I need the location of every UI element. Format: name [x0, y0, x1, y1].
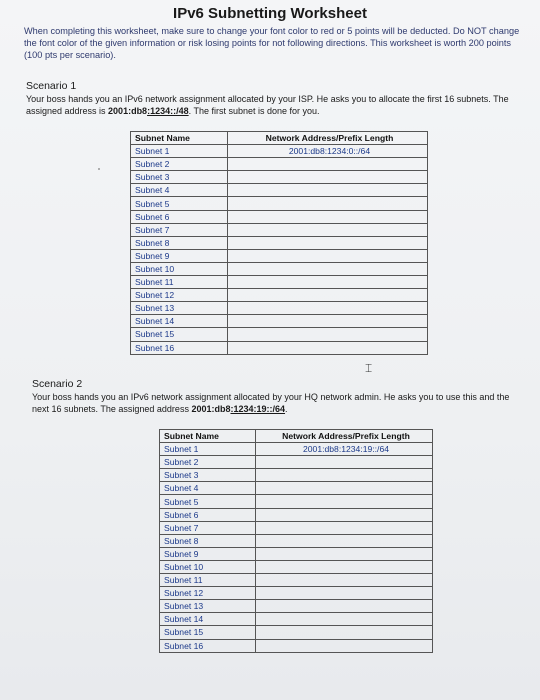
subnet-name-cell: Subnet 14 [131, 315, 228, 328]
network-address-cell[interactable] [256, 574, 433, 587]
table-row [160, 626, 433, 639]
scenario-2-address-prefix: 2001:db8 [191, 404, 231, 414]
network-address-cell[interactable] [256, 560, 433, 573]
subnet-name-cell: Subnet 1 [131, 145, 228, 158]
table-row [131, 145, 428, 158]
network-address-cell[interactable] [228, 249, 428, 262]
table-row [160, 443, 433, 456]
table-row [160, 534, 433, 547]
table-row [131, 341, 428, 354]
subnet-name-cell: Subnet 15 [131, 328, 228, 341]
subnet-name-cell: Subnet 3 [160, 469, 256, 482]
subnet-name-cell: Subnet 5 [131, 197, 228, 210]
subnet-name-cell: Subnet 3 [131, 171, 228, 184]
network-address-cell[interactable]: 2001:db8:1234:19::/64 [256, 443, 433, 456]
table-row [160, 639, 433, 652]
table-row [131, 315, 428, 328]
network-address-cell[interactable] [228, 328, 428, 341]
network-address-cell[interactable] [228, 315, 428, 328]
table-row [160, 600, 433, 613]
table-row [160, 495, 433, 508]
table-row [160, 521, 433, 534]
table-row [160, 508, 433, 521]
subnet-name-cell: Subnet 9 [160, 547, 256, 560]
scenario-2-description [32, 391, 522, 415]
table-row [160, 456, 433, 469]
table-row [131, 328, 428, 341]
network-address-cell[interactable] [228, 223, 428, 236]
subnet-name-cell: Subnet 16 [131, 341, 228, 354]
network-address-cell[interactable] [228, 184, 428, 197]
subnet-name-cell: Subnet 11 [131, 276, 228, 289]
scenario-2-address [191, 404, 285, 414]
network-address-cell[interactable] [256, 639, 433, 652]
subnet-name-cell: Subnet 2 [131, 158, 228, 171]
scenario-1-text-after: . The first subnet is done for you. [188, 106, 320, 116]
subnet-name-cell: Subnet 13 [131, 302, 228, 315]
column-header-network-address: Network Address/Prefix Length [228, 132, 428, 145]
subnet-name-cell: Subnet 4 [131, 184, 228, 197]
table-row [160, 574, 433, 587]
subnet-name-cell: Subnet 9 [131, 249, 228, 262]
scenario-2-address-rest: :1234:19::/64 [230, 404, 286, 414]
page-title: IPv6 Subnetting Worksheet [173, 5, 367, 22]
subnet-name-cell: Subnet 15 [160, 626, 256, 639]
network-address-cell[interactable] [256, 534, 433, 547]
subnet-name-cell: Subnet 7 [131, 223, 228, 236]
scenario-2-subnet-table [159, 429, 433, 653]
subnet-name-cell: Subnet 8 [131, 236, 228, 249]
table-row [160, 560, 433, 573]
subnet-name-cell: Subnet 2 [160, 456, 256, 469]
table-row [131, 158, 428, 171]
subnet-name-cell: Subnet 5 [160, 495, 256, 508]
subnet-name-cell: Subnet 11 [160, 574, 256, 587]
network-address-cell[interactable] [256, 482, 433, 495]
table-row [131, 249, 428, 262]
subnet-name-cell: Subnet 4 [160, 482, 256, 495]
scenario-1-address-prefix: 2001:db8 [108, 106, 148, 116]
scenario-1-text-before: Your boss hands you an IPv6 network assignment allocated by your ISP. He asks you to allocate the first 16 subnets. The assigned address is [26, 94, 509, 116]
network-address-cell[interactable] [228, 171, 428, 184]
table-row [131, 289, 428, 302]
network-address-cell[interactable] [256, 508, 433, 521]
table-row [131, 262, 428, 275]
subnet-name-cell: Subnet 6 [131, 210, 228, 223]
network-address-cell[interactable] [256, 613, 433, 626]
table-header-row [160, 430, 433, 443]
table-row [131, 197, 428, 210]
table-row [131, 223, 428, 236]
scenario-1-subnet-table [130, 131, 428, 355]
subnet-name-cell: Subnet 12 [131, 289, 228, 302]
table-row [160, 587, 433, 600]
subnet-name-cell: Subnet 1 [160, 443, 256, 456]
subnet-name-cell: Subnet 10 [131, 262, 228, 275]
network-address-cell[interactable] [228, 341, 428, 354]
table-row [131, 184, 428, 197]
network-address-cell[interactable] [256, 521, 433, 534]
network-address-cell[interactable]: 2001:db8:1234:0::/64 [228, 145, 428, 158]
network-address-cell[interactable] [256, 495, 433, 508]
subnet-name-cell: Subnet 13 [160, 600, 256, 613]
scenario-1-address [108, 106, 189, 116]
table-row [131, 302, 428, 315]
network-address-cell[interactable] [228, 289, 428, 302]
network-address-cell[interactable] [256, 456, 433, 469]
table-row [131, 276, 428, 289]
network-address-cell[interactable] [256, 547, 433, 560]
table-header-row [131, 132, 428, 145]
network-address-cell[interactable] [256, 600, 433, 613]
subnet-name-cell: Subnet 10 [160, 560, 256, 573]
network-address-cell[interactable] [256, 469, 433, 482]
network-address-cell[interactable] [228, 158, 428, 171]
network-address-cell[interactable] [256, 626, 433, 639]
table-row [160, 613, 433, 626]
table-row [160, 547, 433, 560]
instructions-text: When completing this worksheet, make sure to change your font color to red or 5 points will be deducted. Do NOT change the font color of the given information or risk losing points for not following directions. This worksheet is worth 200 points (100 pts per scenario). [24, 26, 520, 60]
subnet-name-cell: Subnet 14 [160, 613, 256, 626]
network-address-cell[interactable] [256, 587, 433, 600]
table-row [160, 482, 433, 495]
subnet-name-cell: Subnet 6 [160, 508, 256, 521]
table-row [131, 210, 428, 223]
subnet-name-cell: Subnet 8 [160, 534, 256, 547]
network-address-cell[interactable] [228, 302, 428, 315]
column-header-subnet-name: Subnet Name [131, 132, 228, 145]
scenario-2-text-before: Your boss hands you an IPv6 network assignment allocated by your HQ network admin. He asks you to use this and the next 16 subnets. The assigned address [32, 392, 510, 414]
table-row [131, 171, 428, 184]
scenario-1-address-rest: :1234::/48 [147, 106, 189, 116]
column-header-subnet-name: Subnet Name [160, 430, 256, 443]
subnet-name-cell: Subnet 16 [160, 639, 256, 652]
network-address-cell[interactable] [228, 236, 428, 249]
table-row [131, 236, 428, 249]
column-header-network-address: Network Address/Prefix Length [256, 430, 433, 443]
subnet-name-cell: Subnet 7 [160, 521, 256, 534]
scenario-1-heading: Scenario 1 [26, 80, 77, 92]
subnet-name-cell: Subnet 12 [160, 587, 256, 600]
network-address-cell[interactable] [228, 262, 428, 275]
scenario-2-text-after: . [285, 404, 288, 414]
scenario-2-heading: Scenario 2 [32, 378, 83, 390]
scenario-1-description [26, 93, 516, 117]
network-address-cell[interactable] [228, 197, 428, 210]
table-row [160, 469, 433, 482]
text-cursor-icon: ⌶ [365, 361, 373, 375]
stray-mark [98, 168, 100, 170]
network-address-cell[interactable] [228, 276, 428, 289]
network-address-cell[interactable] [228, 210, 428, 223]
